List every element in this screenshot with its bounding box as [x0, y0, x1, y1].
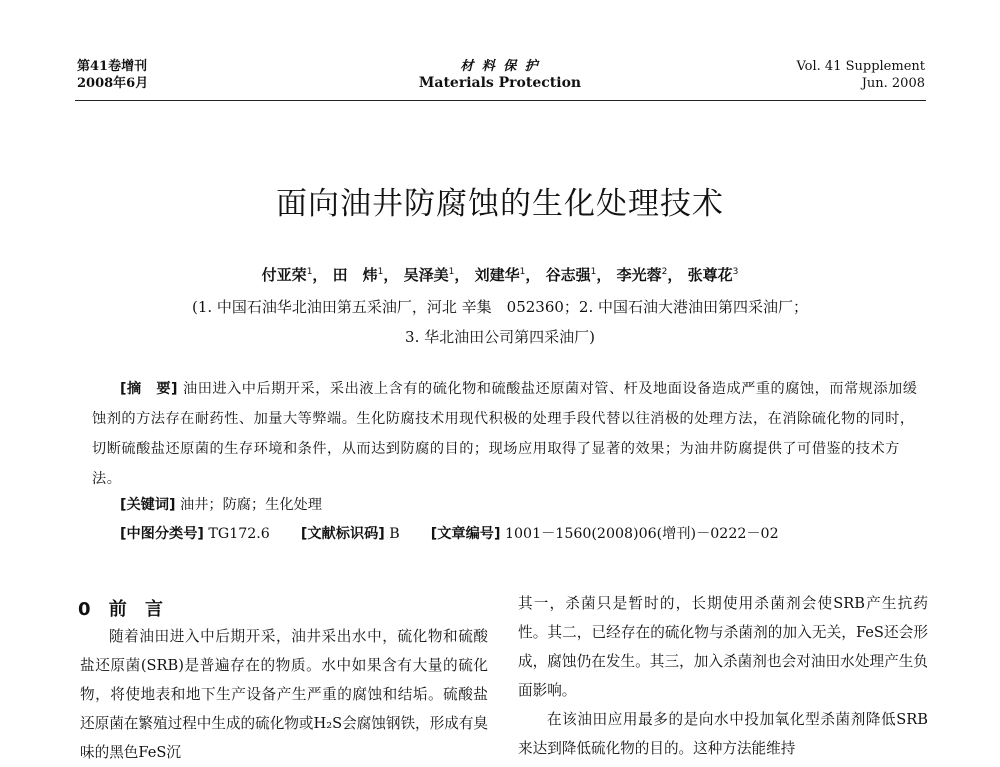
- author: 张尊花$^3$: [687, 266, 739, 284]
- author: 吴泽美$^1$: [403, 266, 455, 284]
- clc-label: [中图分类号]: [120, 526, 204, 542]
- clc-value: TG172.6: [208, 526, 270, 542]
- header-rule: [75, 100, 926, 101]
- article-number-value: 1001－1560(2008)06(增刊)－0222－02: [505, 526, 779, 542]
- abstract-text: 油田进入中后期开采，采出液上含有的硫化物和硫酸盐还原菌对管、杆及地面设备造成严重的腐蚀，而常规添加缓蚀剂的方法存在耐药性、加量大等弊端。生化防腐技术用现代积极的处理手段代替以往消极的处理方法，在消除硫化物的同时，切断硫酸盐还原菌的生存环境和条件，从而达到防腐的目的；现场应用取得了显著的效果；为油井防腐提供了可借鉴的技术方法。: [92, 381, 918, 487]
- date-en: Jun. 2008: [861, 76, 925, 91]
- body-column-right: [518, 589, 928, 763]
- header-right: [700, 58, 925, 92]
- abstract-label: [摘 要]: [120, 381, 179, 397]
- keywords: [120, 494, 322, 514]
- keywords-text: 油井；防腐；生化处理: [180, 497, 322, 513]
- article-number-label: [文章编号]: [430, 526, 501, 542]
- author: 李光蓉$^2$: [616, 266, 668, 284]
- body-column-left: 随着油田进入中后期开采，油井采出水中，硫化物和硫酸盐还原菌(SRB)是普遍存在的物质。水中如果含有大量的硫化物，将使地表和地下生产设备产生严重的腐蚀和结垢。硫酸盐还原菌在繁殖过程中生成的硫化物或H₂S会腐蚀钢铁，形成有臭味的黑色FeS沉: [80, 628, 489, 761]
- affiliation-line-1: (1. 中国石油华北油田第五采油厂，河北 辛集 052360；2. 中国石油大港油田第四采油厂；: [191, 298, 809, 316]
- author: 刘建华$^1$: [474, 266, 526, 284]
- author-list: 付亚荣$^1$， 田 炜$^1$， 吴泽美$^1$， 刘建华$^1$， 谷志强$^1$， 李光蓉$^2$， 张尊花$^3$: [261, 266, 739, 284]
- body-paragraph: 在该油田应用最多的是向水中投加氧化型杀菌剂降低SRB来达到降低硫化物的目的。这种方法能维持: [518, 711, 928, 757]
- author: 付亚荣$^1$: [261, 266, 313, 284]
- journal-title-cn: 材 料 保 护: [460, 59, 540, 74]
- doc-code-value: B: [389, 526, 400, 542]
- journal-title-en: Materials Protection: [418, 75, 582, 91]
- affiliation-line-2: 3. 华北油田公司第四采油厂): [405, 328, 595, 346]
- section-heading: 0 前 言: [78, 599, 170, 620]
- keywords-label: [关键词]: [120, 497, 176, 513]
- classification-line: [120, 523, 779, 543]
- body-paragraph: 其一，杀菌只是暂时的，长期使用杀菌剂会使SRB产生抗药性。其二，已经存在的硫化物与杀菌剂的加入无关，FeS还会形成，腐蚀仍在发生。其三，加入杀菌剂也会对油田水处理产生负面影响。: [518, 595, 928, 699]
- header-center: [350, 58, 650, 92]
- author: 田 炜$^1$: [332, 266, 384, 284]
- paper-title: 面向油井防腐蚀的生化处理技术: [276, 186, 724, 222]
- doc-code-label: [文献标识码]: [300, 526, 385, 542]
- author: 谷志强$^1$: [545, 266, 597, 284]
- date-cn: 2008年6月: [77, 76, 149, 91]
- header-left: [77, 58, 148, 92]
- abstract: [92, 374, 922, 494]
- volume-cn: 第41卷增刊: [77, 59, 148, 74]
- volume-en: Vol. 41 Supplement: [796, 59, 925, 74]
